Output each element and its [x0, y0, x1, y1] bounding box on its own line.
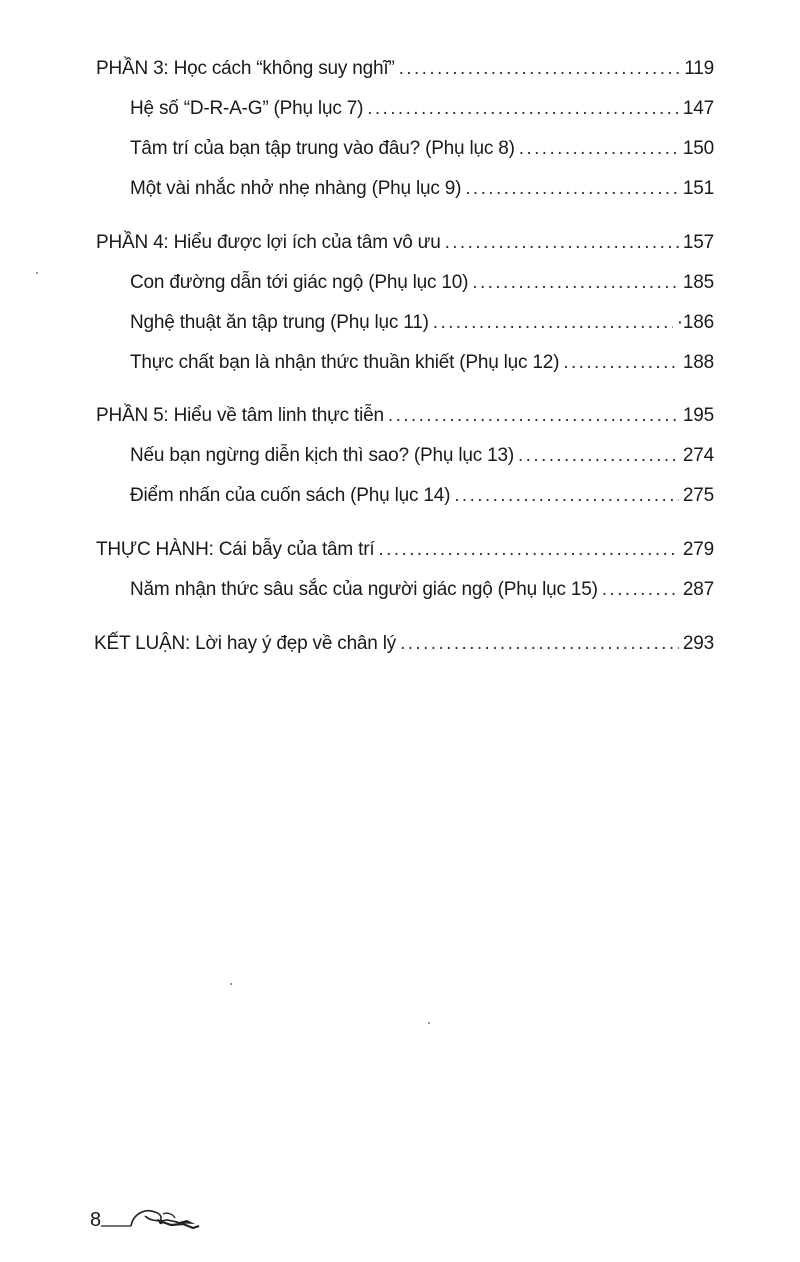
toc-entry-page: 119	[684, 58, 714, 79]
toc-entry	[130, 312, 714, 334]
toc-entry-page: 151	[682, 178, 714, 199]
toc-entry-title: Thực chất bạn là nhận thức thuần khiết (Phụ lục 12)	[130, 352, 560, 373]
dot-leader	[563, 352, 679, 374]
dot-leader	[367, 98, 679, 120]
toc-entry-title: KẾT LUẬN: Lời hay ý đẹp về chân lý	[94, 633, 397, 654]
dot-leader	[400, 633, 679, 655]
toc-entry	[130, 98, 714, 120]
toc-entry-page: 275	[682, 485, 714, 506]
toc-entry	[130, 579, 714, 601]
dot-leader	[399, 58, 680, 80]
toc-entry	[94, 633, 714, 655]
toc-entry-page: 157	[682, 232, 714, 253]
toc-entry-page: 274	[682, 445, 714, 466]
dot-leader	[378, 539, 678, 561]
toc-entry-title: Năm nhận thức sâu sắc của người giác ngộ (Phụ lục 15)	[130, 579, 598, 600]
dot-leader	[472, 272, 679, 294]
toc-entry-page: 195	[682, 405, 714, 426]
page-number: 8	[90, 1209, 102, 1231]
dot-leader	[518, 445, 679, 467]
print-speck	[230, 983, 232, 985]
toc-entry-title: Nghệ thuật ăn tập trung (Phụ lục 11)	[130, 312, 429, 333]
toc-entry-page: 188	[682, 352, 714, 373]
page-footer	[90, 1200, 205, 1230]
print-speck	[36, 272, 38, 274]
toc-entry	[96, 232, 714, 254]
toc-entry	[130, 445, 714, 467]
toc-entry-title: PHẦN 4: Hiểu được lợi ích của tâm vô ưu	[96, 232, 441, 253]
dot-leader	[445, 232, 679, 254]
toc-entry	[130, 485, 714, 507]
toc-entry-title: PHẦN 3: Học cách “không suy nghĩ”	[96, 58, 395, 79]
dot-leader	[519, 138, 679, 160]
toc-entry-title: Một vài nhắc nhở nhẹ nhàng (Phụ lục 9)	[130, 178, 462, 199]
toc-entry-page: 150	[682, 138, 714, 159]
toc-entry-title: Con đường dẫn tới giác ngộ (Phụ lục 10)	[130, 272, 469, 293]
toc-entry-page: 279	[682, 539, 714, 560]
toc-entry-page: 185	[682, 272, 714, 293]
toc-entry-title: Hệ số “D-R-A-G” (Phụ lục 7)	[130, 98, 364, 119]
toc-entry-page: 293	[682, 633, 714, 654]
dot-leader	[602, 579, 679, 601]
toc-entry-title: Tâm trí của bạn tập trung vào đâu? (Phụ lục 8)	[130, 138, 515, 159]
toc-entry	[130, 352, 714, 374]
dot-leader	[454, 485, 679, 507]
toc-entry	[96, 405, 714, 427]
toc-entry-title: Nếu bạn ngừng diễn kịch thì sao? (Phụ lục 13)	[130, 445, 514, 466]
toc-entry	[96, 58, 714, 80]
dot-leader	[465, 178, 679, 200]
print-speck	[428, 1022, 430, 1024]
toc-entry	[130, 178, 714, 200]
toc-entry-page: 147	[682, 98, 714, 119]
toc-entry-title: Điểm nhấn của cuốn sách (Phụ lục 14)	[130, 485, 451, 506]
toc-entry-page: 287	[682, 579, 714, 600]
dot-leader	[388, 405, 679, 427]
toc-entry-page: ·186	[676, 312, 714, 333]
toc-entry-title: PHẦN 5: Hiểu về tâm linh thực tiễn	[96, 405, 384, 426]
toc-entry-title: THỰC HÀNH: Cái bẫy của tâm trí	[96, 539, 375, 560]
reclining-figure-ornament-icon	[101, 1200, 205, 1230]
toc-entry	[130, 138, 714, 160]
dot-leader	[433, 312, 673, 334]
toc-entry	[96, 539, 714, 561]
toc-entry	[130, 272, 714, 294]
